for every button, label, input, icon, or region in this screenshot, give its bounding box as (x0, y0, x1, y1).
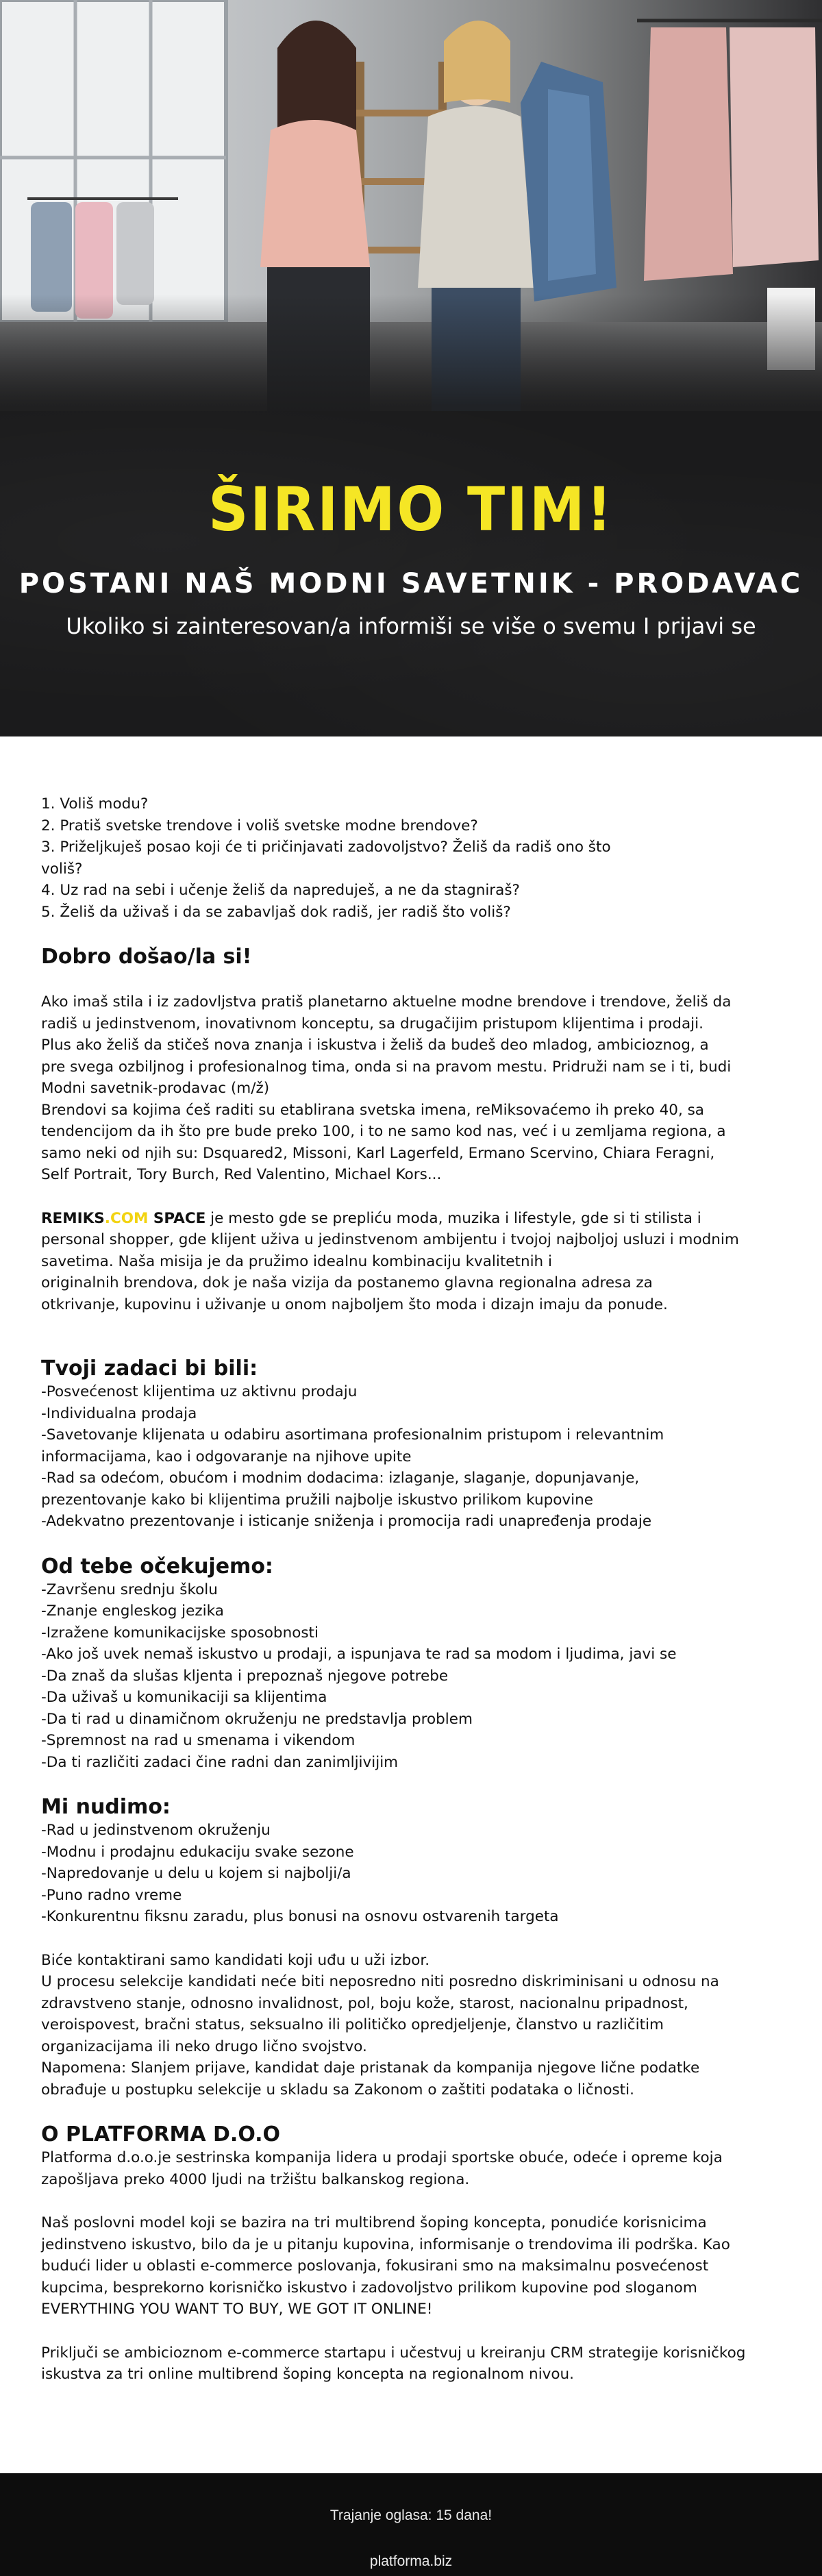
paragraph-line: organizacijama ili neko drugo lično svojstvo. (41, 2038, 367, 2055)
hero-banner (0, 0, 822, 736)
list-item: voliš? (41, 860, 83, 878)
paragraph-line: jedinstveno iskustvo, bilo da je u pitanju kupovina, informisanje o trendovima ili podrška. Kao (41, 2236, 730, 2253)
list-item: -Adekvatno prezentovanje i isticanje sniženja i promocija radi unapređenja prodaje (41, 1513, 652, 1530)
list-item: -Ako još uvek nemaš iskustvo u prodaji, a ispunjava te rad sa modom i ljudima, javi se (41, 1646, 677, 1663)
list-item: -Puno radno vreme (41, 1886, 182, 1904)
paragraph-line: originalnih brendova, dok je naša vizija da postanemo glavna regionalna adresa za (41, 1274, 653, 1291)
hero-subtitle: POSTANI NAŠ MODNI SAVETNIK - PRODAVAC (18, 568, 804, 599)
welcome-heading: Dobro došao/la si! (41, 945, 252, 969)
paragraph-line: Modni savetnik-prodavac (m/ž) (41, 1080, 270, 1097)
paragraph-line: Plus ako želiš da stičeš nova znanja i iskustva i želiš da budeš deo mladog, ambicioznog, a (41, 1037, 709, 1054)
hero-title: ŠIRIMO TIM! (208, 474, 614, 545)
paragraph-line: radiš u jedinstvenom, inovativnom konceptu, sa drugačijim pristupom klijentima i prodaji. (41, 1015, 703, 1032)
welcome-paragraph (41, 991, 781, 1186)
list-item: -Individualna prodaja (41, 1404, 197, 1422)
list-item: -Završenu srednju školu (41, 1581, 218, 1598)
hero-lead: Ukoliko si zainteresovan/a informiši se više o svemu I prijavi se (66, 613, 756, 639)
paragraph-line: Platforma d.o.o.je sestrinska kompanija lidera u prodaji sportske obuće, odeće i opreme koja (41, 2149, 723, 2166)
list-item: -Posvećenost klijentima uz aktivnu prodaju (41, 1383, 358, 1400)
paragraph-line: U procesu selekcije kandidati neće biti neposredno niti posredno diskriminisani u odnosu na (41, 1973, 719, 1990)
tasks-list (41, 1381, 781, 1533)
list-item: -Znanje engleskog jezika (41, 1602, 224, 1620)
paragraph-line: Brendovi sa kojima ćeš raditi su etablirana svetska imena, reMiksovaćemo ih preko 40, sa (41, 1101, 704, 1119)
paragraph-line: Napomena: Slanjem prijave, kandidat daje pristanak da kompanija njegove lične podatke (41, 2059, 700, 2077)
about-heading: O PLATFORMA D.O.O (41, 2122, 281, 2146)
list-item: informacijama, kao i odgovaranje na njihove upite (41, 1448, 412, 1465)
list-item: prezentovanje kako bi klijentima pružili najbolje iskustvo prilikom kupovine (41, 1491, 593, 1509)
expectations-list (41, 1579, 781, 1774)
list-item: -Konkurentnu fiksnu zaradu, plus bonusi na osnovu ostvarenih targeta (41, 1908, 559, 1925)
list-item: 3. Priželjkuješ posao koji će ti pričinjavati zadovoljstvo? Želiš da radiš ono što (41, 839, 611, 856)
list-item: -Da znaš da slušas kljenta i prepoznaš njegove potrebe (41, 1667, 449, 1685)
paragraph-line: obrađuje u postupku selekcije u skladu sa Zakonom o zaštiti podataka o ličnosti. (41, 2081, 634, 2098)
ad-duration: Trajanje oglasa: 15 dana! (329, 2507, 493, 2523)
paragraph-line: Priključi se ambicioznom e-commerce startapu i učestvuj u kreiranju CRM strategije korisničkog (41, 2344, 746, 2362)
list-item: -Rad u jedinstvenom okruženju (41, 1822, 271, 1839)
offer-heading: Mi nudimo: (41, 1795, 171, 1819)
paragraph-line: Biće kontaktirani samo kandidati koji uđu u uži izbor. (41, 1951, 430, 1969)
paragraph-line: personal shopper, gde klijent uživa u jedinstvenom ambijentu i tvojoj najboljoj usluzi i modnim (41, 1231, 739, 1248)
paragraph-line: tendencijom da ih što pre bude preko 100, i to ne samo kod nas, već i u zemljama regiona, a (41, 1123, 726, 1140)
list-item: 1. Voliš modu? (41, 795, 149, 813)
list-item: 5. Želiš da uživaš i da se zabavljaš dok radiš, jer radiš što voliš? (41, 903, 511, 921)
list-item: -Izražene komunikacijske sposobnosti (41, 1624, 319, 1642)
list-item: -Da uživaš u komunikaciji sa klijentima (41, 1689, 327, 1706)
paragraph-line: samo neki od njih su: Dsquared2, Missoni, Karl Lagerfeld, Ermano Scervino, Chiara Feragni, (41, 1144, 715, 1162)
job-description (41, 793, 781, 2386)
paragraph-line: Naš poslovni model koji se bazira na tri multibrend šoping koncepta, ponudiće korisnicima (41, 2214, 707, 2231)
paragraph-line: savetima. Naša misija je da pružimo idealnu kombinaciju kvalitetnih i (41, 1252, 552, 1270)
questions-list (41, 793, 781, 923)
paragraph-line: zdravstveno stanje, odnosno invalidnost, pol, boju kože, starost, nacionalnu pripadnost, (41, 1994, 688, 2012)
footer (0, 2473, 822, 2576)
offer-list (41, 1820, 781, 1928)
list-item: -Napredovanje u delu u kojem si najbolji/a (41, 1865, 351, 1882)
tasks-heading: Tvoji zadaci bi bili: (41, 1357, 258, 1380)
brand-name: REMIKS.COM SPACE (41, 1209, 206, 1227)
expectations-heading: Od tebe očekujemo: (41, 1554, 273, 1578)
paragraph-line: Ako imaš stila i iz zadovljstva pratiš planetarno aktuelne modne brendove i trendove, želiš da (41, 993, 732, 1011)
paragraph-line: otkrivanje, kupovinu i uživanje u onom najboljem što moda i dizajn imaju da ponude. (41, 1296, 668, 1313)
list-item: -Modnu i prodajnu edukaciju svake sezone (41, 1843, 354, 1861)
paragraph-line: Self Portrait, Tory Burch, Red Valentino, Michael Kors... (41, 1166, 442, 1183)
list-item: 2. Pratiš svetske trendove i voliš svetske modne brendove? (41, 817, 478, 834)
paragraph-line: veroispovest, bračni status, seksualno ili političko opredjeljenje, članstvo u različitim (41, 2016, 664, 2033)
paragraph-line: pre svega ozbiljnog i profesionalnog tima, onda si na pravom mestu. Pridruži nam se i ti, budi (41, 1058, 732, 1076)
about-closing (41, 2342, 781, 2386)
paragraph-line: EVERYTHING YOU WANT TO BUY, WE GOT IT ONLINE! (41, 2301, 433, 2318)
list-item: -Da ti različiti zadaci čine radni dan zanimljivijim (41, 1753, 399, 1771)
selection-notice (41, 1950, 781, 2101)
list-item: -Spremnost na rad u smenama i vikendom (41, 1732, 356, 1749)
list-item: -Rad sa odećom, obućom i modnim dodacima: izlaganje, slaganje, dopunjavanje, (41, 1470, 640, 1487)
about-business-model (41, 2212, 781, 2320)
site-link[interactable]: platforma.biz (369, 2553, 453, 2569)
paragraph-line: zapošljava preko 4000 ljudi na tržištu balkanskog regiona. (41, 2170, 470, 2188)
remiks-paragraph (41, 1208, 781, 1316)
paragraph-line: budući lider u oblasti e-commerce poslovanja, fokusirani smo na maksimalnu posvećenost (41, 2257, 709, 2275)
list-item: -Da ti rad u dinamičnom okruženju ne predstavlja problem (41, 1710, 473, 1728)
about-intro (41, 2147, 781, 2190)
paragraph-line: kupcima, besprekorno korisničko iskustvo i zadovoljstvo prilikom kupovine pod sloganom (41, 2279, 697, 2296)
paragraph-line: iskustva za tri online multibrend šoping koncepta na regionalnom nivou. (41, 2366, 574, 2383)
list-item: 4. Uz rad na sebi i učenje želiš da napreduješ, a ne da stagniraš? (41, 882, 520, 899)
paragraph-line: REMIKS.COM SPACE je mesto gde se prepliću moda, muzika i lifestyle, gde si ti stilista i (41, 1209, 701, 1227)
list-item: -Savetovanje klijenata u odabiru asortimana profesionalnim pristupom i relevantnim (41, 1426, 664, 1444)
